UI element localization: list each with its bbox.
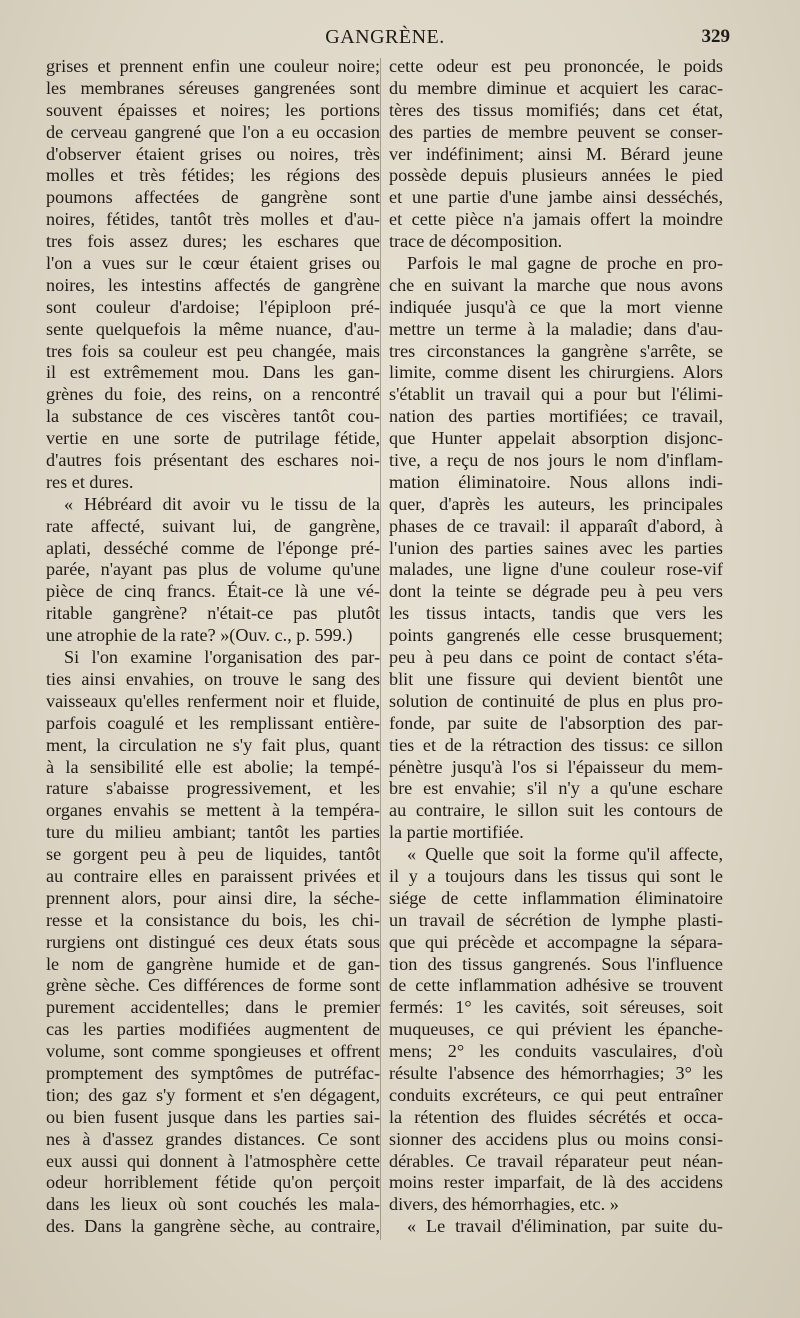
text-line: dont la teinte se dégrade peu à peu vers — [389, 581, 723, 602]
text-line: du membre diminue et acquiert les carac- — [389, 77, 723, 98]
text-line: siége de cette inflammation éliminatoire — [389, 887, 723, 908]
text-line: « Quelle que soit la forme qu'il affecte, — [407, 844, 723, 865]
text-line: aplati, desséché comme de l'éponge pré- — [46, 537, 380, 558]
text-line: des. Dans la gangrène sèche, au contraire, — [46, 1216, 380, 1237]
text-line: et une partie d'une jambe ainsi desséchés, — [389, 187, 723, 208]
text-line: tères des tissus momifiés; dans cet état, — [389, 99, 723, 120]
text-line: ment, la circulation ne s'y fait plus, quant — [46, 734, 380, 755]
text-line: l'on a vues sur le cœur étaient grises ou — [46, 253, 380, 274]
text-line: se gorgent peu à peu de liquides, tantôt — [46, 844, 380, 865]
text-line: tres circonstances la gangrène s'arrête, se — [389, 340, 723, 361]
text-line: Si l'on examine l'organisation des par- — [64, 647, 380, 668]
text-line: prennent alors, pour ainsi dire, la séche- — [46, 887, 380, 908]
text-line: phases de ce travail: il apparaît d'abord, à — [389, 515, 723, 536]
text-line: trace de décomposition. — [389, 231, 563, 252]
text-line: rature s'abaisse progressivement, et les — [46, 778, 380, 799]
text-line: tion; des gaz s'y forment et s'en dégagent, — [46, 1084, 380, 1105]
text-line: dans les lieux où sont couchés les mala- — [46, 1194, 380, 1215]
text-line: quer, d'après les auteurs, les principales — [389, 493, 723, 514]
text-line: la partie mortifiée. — [389, 822, 524, 843]
text-line: tres fois assez dures; les eschares que — [46, 231, 380, 252]
text-line: ties et de la rétraction des tissus: ce sillon — [389, 734, 723, 755]
text-line: peu à peu dans ce point de contact s'éta- — [389, 647, 723, 668]
text-line: tive, a reçu de nos jours le nom d'inflam- — [389, 450, 723, 471]
text-line: résulte l'absence des hémorrhagies; 3° les — [389, 1062, 723, 1083]
text-line: grises et prennent enfin une couleur noire; — [46, 56, 380, 76]
text-line: fermés: 1° les cavités, soit séreuses, soit — [389, 997, 723, 1018]
text-line: la substance de ces viscères tantôt cou- — [46, 406, 380, 427]
text-line: vaisseaux qu'elles renferment noir et fluide, — [46, 690, 380, 711]
text-line: purement accidentelles; dans le premier — [46, 997, 380, 1018]
text-line: rurgiens ont distingué ces deux états sous — [46, 931, 380, 952]
text-line: de cerveau gangrené que l'on a eu occasion — [46, 121, 380, 142]
text-line: organes envahis se mettent à la tempéra- — [46, 800, 380, 821]
text-line: l'union des parties saines avec les parties — [389, 537, 723, 558]
text-line: nation des parties mortifiées; ce travail, — [389, 406, 723, 427]
text-line: pièce de cinq francs. Était-ce là une vé- — [46, 581, 380, 602]
text-line: ritable gangrène? n'était-ce pas plutôt — [46, 603, 380, 624]
text-line: eux aussi qui donnent à l'atmosphère cette — [46, 1150, 380, 1171]
column-divider — [380, 58, 381, 1240]
text-line: points gangrenés elle cesse brusquement; — [389, 625, 723, 646]
text-line: malades, une ligne d'une couleur rose-vif — [389, 559, 723, 580]
running-head — [40, 26, 730, 52]
text-line: parée, n'ayant pas plus de volume qu'une — [46, 559, 380, 580]
text-line: molles et très fétides; les régions des — [46, 165, 380, 186]
text-line: les tissus intacts, tandis que vers les — [389, 603, 723, 624]
right-column — [389, 56, 723, 1238]
text-line: resse et la consistance du bois, les chi- — [46, 909, 380, 930]
text-line: au contraire elles en paraissent privées et — [46, 865, 380, 886]
text-line: limite, comme disent les chirurgiens. Alors — [389, 362, 723, 383]
text-line: tres fois sa couleur est peu changée, mais — [46, 340, 380, 361]
text-line: Parfois le mal gagne de proche en pro- — [407, 253, 723, 274]
text-line: dérables. Ce travail réparateur peut néan- — [389, 1150, 723, 1171]
text-line: une atrophie de la rate? »(Ouv. c., p. 599.) — [46, 625, 353, 646]
left-column — [46, 56, 380, 1238]
text-line: mens; 2° les conduits vasculaires, d'où — [389, 1041, 723, 1062]
text-line: cette odeur est peu prononcée, le poids — [389, 56, 723, 76]
text-line: rate affecté, suivant lui, de gangrène, — [46, 515, 380, 536]
text-line: fonde, par suite de l'absorption des par- — [389, 712, 723, 733]
text-line: noires, fétides, tantôt très molles et d'au- — [46, 209, 380, 230]
text-line: « Le travail d'élimination, par suite du- — [407, 1216, 723, 1237]
text-line: et cette pièce n'a jamais offert la moindre — [389, 209, 723, 230]
text-line: grène sèche. Ces différences de forme sont — [46, 975, 380, 996]
text-line: che en suivant la marche que nous avons — [389, 274, 723, 295]
text-line: la rétention des fluides sécrétés et occa- — [389, 1106, 723, 1127]
text-line: mettre un terme à la maladie; dans d'au- — [389, 318, 723, 339]
text-line: poumons affectées de gangrène sont — [46, 187, 380, 208]
text-line: noires, les intestins affectés de gangrène — [46, 274, 380, 295]
text-line: il est extrêmement mou. Dans les gan- — [46, 362, 380, 383]
text-line: conduits excréteurs, ce qui peut entraîner — [389, 1084, 723, 1105]
text-line: nes à d'assez grandes distances. Ce sont — [46, 1128, 380, 1149]
text-line: il y a toujours dans les tissus qui sont le — [389, 865, 723, 886]
text-line: ties ainsi envahies, on trouve le sang des — [46, 668, 380, 689]
text-line: des parties de membre peuvent se conser- — [389, 121, 723, 142]
text-line: pénètre jusqu'à l'os si l'épaisseur du mem- — [389, 756, 723, 777]
text-line: à la sensibilité elle est abolie; la tempé- — [46, 756, 380, 777]
text-line: parfois coagulé et les remplissant entière- — [46, 712, 380, 733]
text-line: mation éliminatoire. Nous allons indi- — [389, 471, 723, 492]
text-line: d'autres fois présentant des eschares noi- — [46, 450, 380, 471]
text-line: que qui précède et accompagne la sépara- — [389, 931, 723, 952]
text-line: cas les parties modifiées augmentent de — [46, 1019, 380, 1040]
running-title: GANGRÈNE. — [325, 26, 445, 48]
text-line: grènes du foie, des reins, on a rencontré — [46, 384, 380, 405]
text-line: le nom de gangrène humide et de gan- — [46, 953, 380, 974]
text-line: « Hébréard dit avoir vu le tissu de la — [64, 493, 380, 514]
text-line: res et dures. — [46, 471, 134, 492]
text-line: moins rester imparfait, de là des accidens — [389, 1172, 723, 1193]
text-line: les membranes séreuses gangrenées sont — [46, 77, 380, 98]
text-line: divers, des hémorrhagies, etc. » — [389, 1194, 619, 1215]
text-line: ou bien fusent jusque dans les parties sai- — [46, 1106, 380, 1127]
text-line: indiquée jusqu'à ce que la mort vienne — [389, 296, 723, 317]
page-number: 329 — [701, 26, 730, 47]
text-line: que Hunter appelait absorption disjonc- — [389, 428, 723, 449]
text-line: sont couleur d'ardoise; l'épiploon pré- — [46, 296, 380, 317]
text-line: vertie en une sorte de putrilage fétide, — [46, 428, 380, 449]
text-line: bre est envahie; s'il n'y a qu'une eschare — [389, 778, 723, 799]
text-line: au contraire, le sillon suit les contours de — [389, 800, 723, 821]
text-line: d'observer étaient grises ou noires, très — [46, 143, 380, 164]
text-line: promptement des symptômes de putréfac- — [46, 1062, 380, 1083]
text-line: volume, sont comme spongieuses et offrent — [46, 1041, 380, 1062]
text-line: blit une fissure qui devient bientôt une — [389, 668, 723, 689]
text-line: possède depuis plusieurs années le pied — [389, 165, 723, 186]
text-line: ture du milieu ambiant; tantôt les parties — [46, 822, 380, 843]
text-line: s'établit un travail qui a pour but l'élimi- — [389, 384, 723, 405]
text-line: tion des tissus gangrenés. Sous l'influence — [389, 953, 723, 974]
text-line: odeur horriblement fétide qu'on perçoit — [46, 1172, 380, 1193]
text-line: souvent épaisses et noires; les portions — [46, 99, 380, 120]
text-line: sionner des accidens plus ou moins consi- — [389, 1128, 723, 1149]
text-line: de cette inflammation adhésive se trouvent — [389, 975, 723, 996]
text-line: ver indéfiniment; ainsi M. Bérard jeune — [389, 143, 723, 164]
text-line: muqueuses, ce qui prévient les épanche- — [389, 1019, 723, 1040]
text-line: solution de continuité de plus en plus pro- — [389, 690, 723, 711]
text-line: un travail de sécrétion de lymphe plasti- — [389, 909, 723, 930]
text-line: sente quelquefois la même nuance, d'au- — [46, 318, 380, 339]
